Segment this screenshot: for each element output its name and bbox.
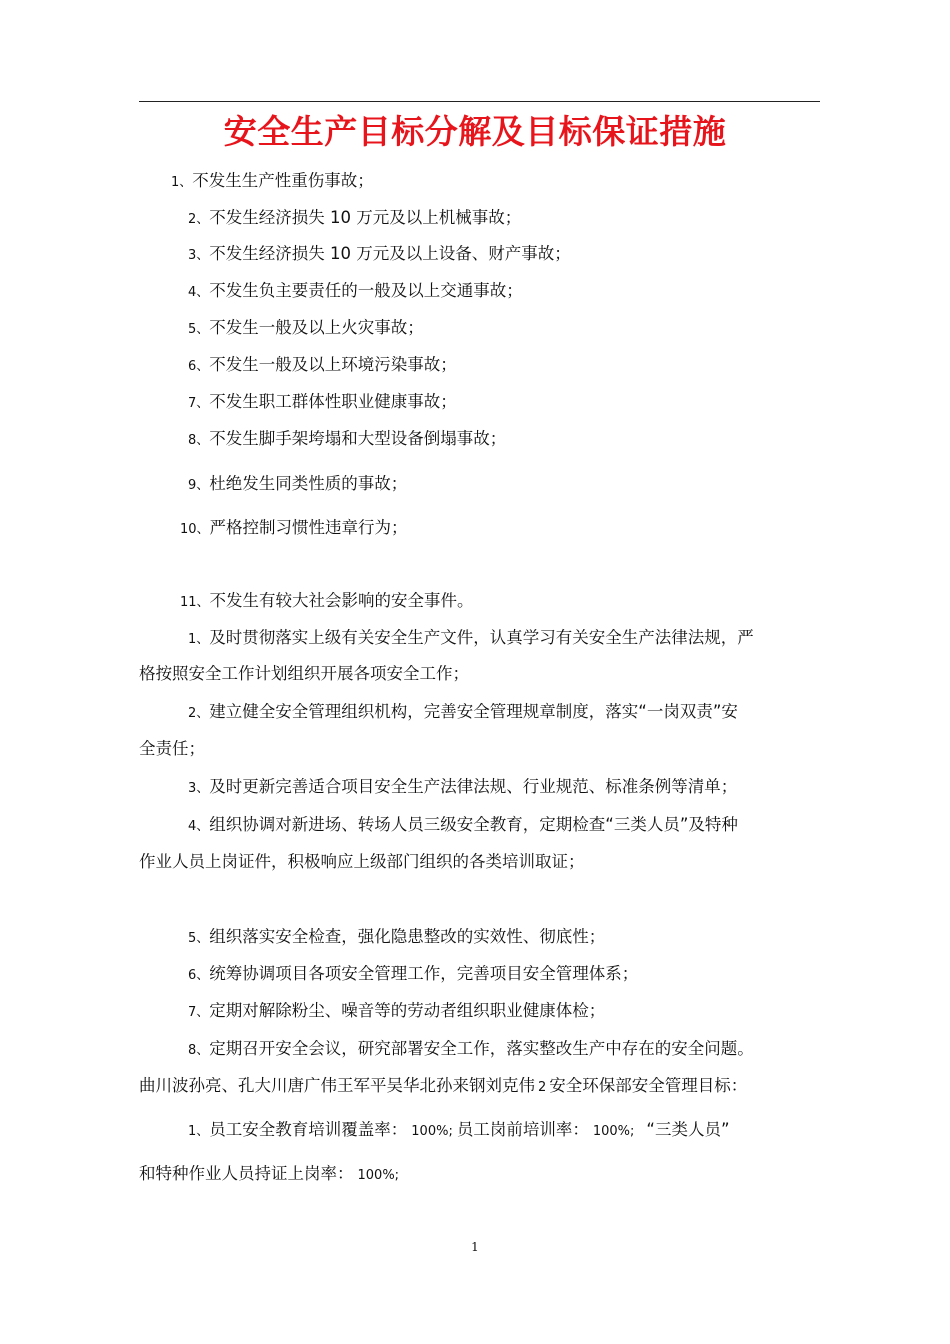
goal-item: 7、不发生职工群体性职业健康事故； (188, 392, 457, 411)
goal-item: 11、不发生有较大社会影响的安全事件。 (180, 591, 474, 610)
goal-item: 9、杜绝发生同类性质的事故； (188, 474, 408, 493)
page-number: 1 (471, 1240, 479, 1254)
goal-item: 5、不发生一般及以上火灾事故； (188, 318, 424, 337)
document-title: 安全生产目标分解及目标保证措施 (223, 112, 727, 151)
measure-item-continued: 作业人员上岗证件，积极响应上级部门组织的各类培训取证； (139, 852, 585, 871)
measure-item: 2、建立健全安全管理组织机构，完善安全管理规章制度，落实“一岗双责”安 (188, 702, 738, 721)
goal-item: 8、不发生脚手架垮塌和大型设备倒塌事故； (188, 429, 507, 448)
measure-item-continued: 全责任； (139, 739, 205, 758)
target-item: 1、员工安全教育培训覆盖率： 100%; 员工岗前培训率： 100%; “三类人员” (188, 1120, 730, 1139)
measure-item-continued: 格按照安全工作计划组织开展各项安全工作； (139, 664, 469, 683)
names-line: 曲川波孙亮、孔大川唐广伟王军平吴华北孙来钢刘克伟 2 安全环保部安全管理目标： (139, 1076, 748, 1095)
measure-item: 7、定期对解除粉尘、噪音等的劳动者组织职业健康体检； (188, 1001, 606, 1020)
measure-item: 8、定期召开安全会议，研究部署安全工作，落实整改生产中存在的安全问题。 (188, 1039, 754, 1058)
measure-item: 4、组织协调对新进场、转场人员三级安全教育，定期检查“三类人员”及特种 (188, 815, 738, 834)
measure-item: 6、统筹协调项目各项安全管理工作，完善项目安全管理体系； (188, 964, 639, 983)
measure-item: 3、及时更新完善适合项目安全生产法律法规、行业规范、标准条例等清单； (188, 777, 738, 796)
measure-item: 5、组织落实安全检查，强化隐患整改的实效性、彻底性； (188, 927, 606, 946)
goal-item: 2、不发生经济损失 10 万元及以上机械事故； (188, 208, 522, 227)
goal-item: 3、不发生经济损失 10 万元及以上设备、财产事故； (188, 244, 571, 263)
goal-item: 6、不发生一般及以上环境污染事故； (188, 355, 457, 374)
goal-item: 10、严格控制习惯性违章行为； (180, 518, 408, 537)
measure-item: 1、及时贯彻落实上级有关安全生产文件，认真学习有关安全生产法律法规，严 (188, 628, 754, 647)
goal-item: 1、不发生生产性重伤事故； (171, 171, 374, 190)
target-item-continued: 和特种作业人员持证上岗率： 100%; (139, 1164, 400, 1183)
header-rule (139, 101, 820, 102)
goal-item: 4、不发生负主要责任的一般及以上交通事故； (188, 281, 523, 300)
